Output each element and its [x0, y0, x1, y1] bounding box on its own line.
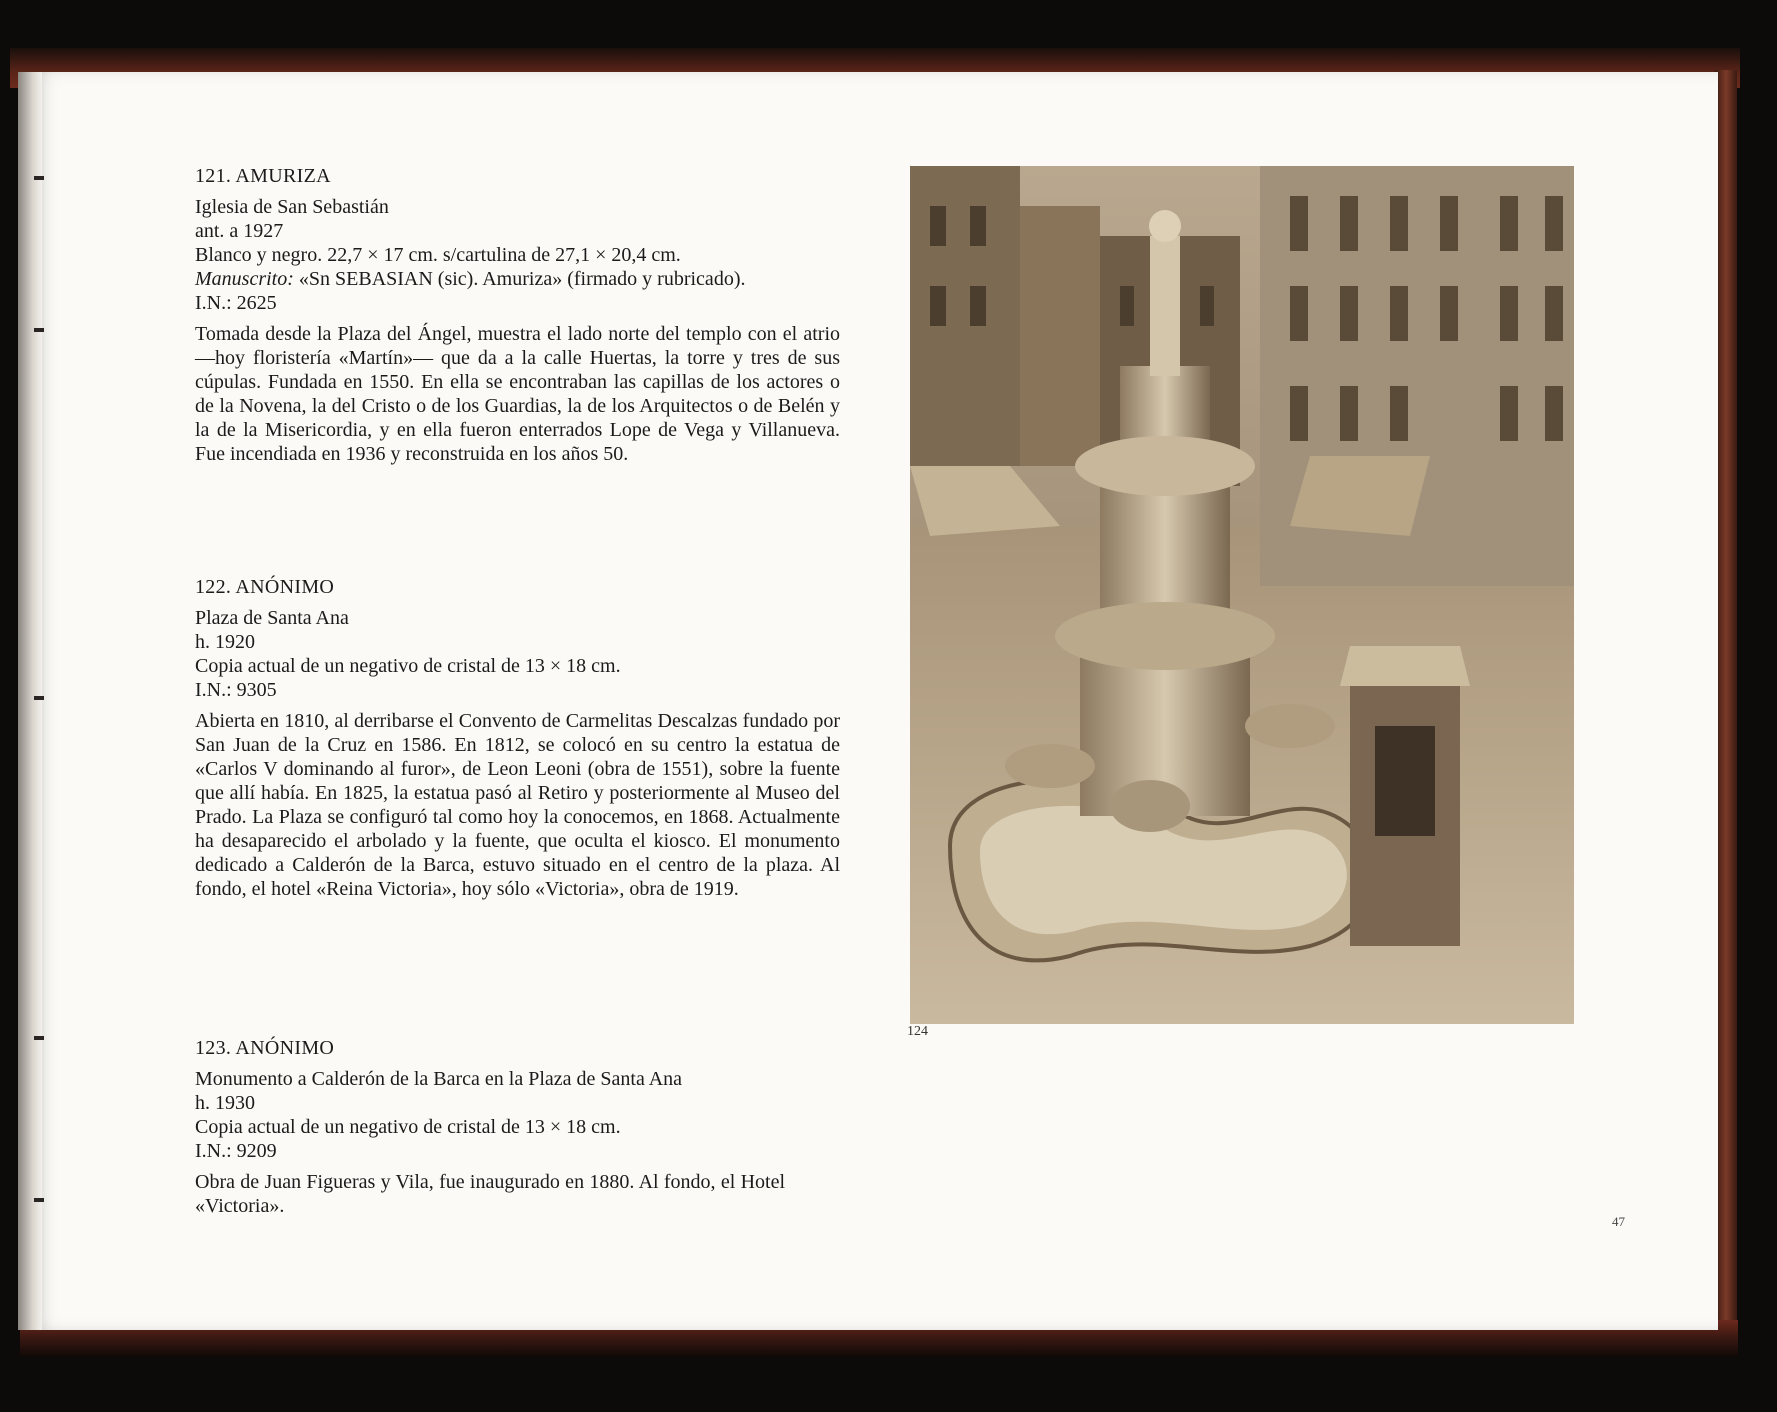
entry-heading: 122. ANÓNIMO	[195, 576, 335, 598]
entry-inventory: I.N.: 9305	[195, 679, 277, 701]
photo-caption-number: 124	[907, 1024, 928, 1039]
entry-date: h. 1920	[195, 631, 255, 653]
page-number: 47	[1612, 1214, 1625, 1229]
entry-heading: 121. AMURIZA	[195, 165, 331, 187]
entry-inventory: I.N.: 9209	[195, 1140, 277, 1162]
binding-mark	[34, 1198, 44, 1202]
binding-mark	[34, 328, 44, 332]
entry-title: Monumento a Calderón de la Barca en la Plaza de Santa Ana	[195, 1068, 683, 1090]
binding-mark	[34, 696, 44, 700]
entry-description: Abierta en 1810, al derribarse el Convento de Carmelitas Descalzas fundado por San Juan de la Cruz en 1586. En 1812, se colocó en su centro la estatua de «Carlos V dominando al furor», de Leon Leoni (obra de 1551), sobre la fuente que allí había. En 1825, la estatua pasó al Retiro y posteriormente al Museo del Prado. La Plaza se configuró tal como hoy la conocemos, en 1868. Actualmente ha desaparecido el arbolado y la fuente, que oculta el kiosco. El monumento dedicado a Calderón de la Barca, estuvo situado en el centro de la plaza. Al fondo, el hotel «Reina Victoria», hoy sólo «Victoria», obra de 1919.	[195, 710, 840, 900]
entry-title: Plaza de Santa Ana	[195, 607, 349, 629]
entry-technique: Blanco y negro. 22,7 × 17 cm. s/cartulina de 27,1 × 20,4 cm.	[195, 244, 681, 266]
entry-technique: Copia actual de un negativo de cristal de 13 × 18 cm.	[195, 1116, 621, 1138]
catalog-entry-123	[195, 1036, 815, 1218]
entry-description: Obra de Juan Figueras y Vila, fue inaugurado en 1880. Al fondo, el Hotel «Victoria».	[195, 1171, 785, 1217]
photograph-plaza-santa-ana-fountain	[910, 166, 1574, 1024]
entry-technique: Copia actual de un negativo de cristal de 13 × 18 cm.	[195, 655, 621, 677]
binding-mark	[34, 176, 44, 180]
book-cover-edge-right	[1715, 70, 1737, 1348]
entry-title: Iglesia de San Sebastián	[195, 196, 389, 218]
page-binding	[18, 72, 42, 1330]
catalog-entry-121	[195, 164, 845, 466]
entry-date: h. 1930	[195, 1092, 255, 1114]
manuscript-label: Manuscrito:	[195, 268, 294, 290]
manuscript-text: «Sn SEBASIAN (sic). Amuriza» (firmado y rubricado).	[298, 268, 746, 290]
entry-manuscript	[195, 267, 845, 291]
entry-heading: 123. ANÓNIMO	[195, 1037, 335, 1059]
catalog-entry-122	[195, 575, 845, 901]
entry-inventory: I.N.: 2625	[195, 292, 277, 314]
entry-description: Tomada desde la Plaza del Ángel, muestra el lado norte del templo con el atrio —hoy floristería «Martín»— que da a la calle Huertas, la torre y tres de sus cúpulas. Fundada en 1550. En ella se encontraban las capillas de los actores o de la Novena, la del Cristo o de los Guardias, la de los Arquitectos o de Belén y la de la Misericordia, y en ella fueron enterrados Lope de Vega y Villanueva. Fue incendiada en 1936 y reconstruida en los años 50.	[195, 323, 840, 465]
binding-mark	[34, 1036, 44, 1040]
entry-date: ant. a 1927	[195, 220, 284, 242]
